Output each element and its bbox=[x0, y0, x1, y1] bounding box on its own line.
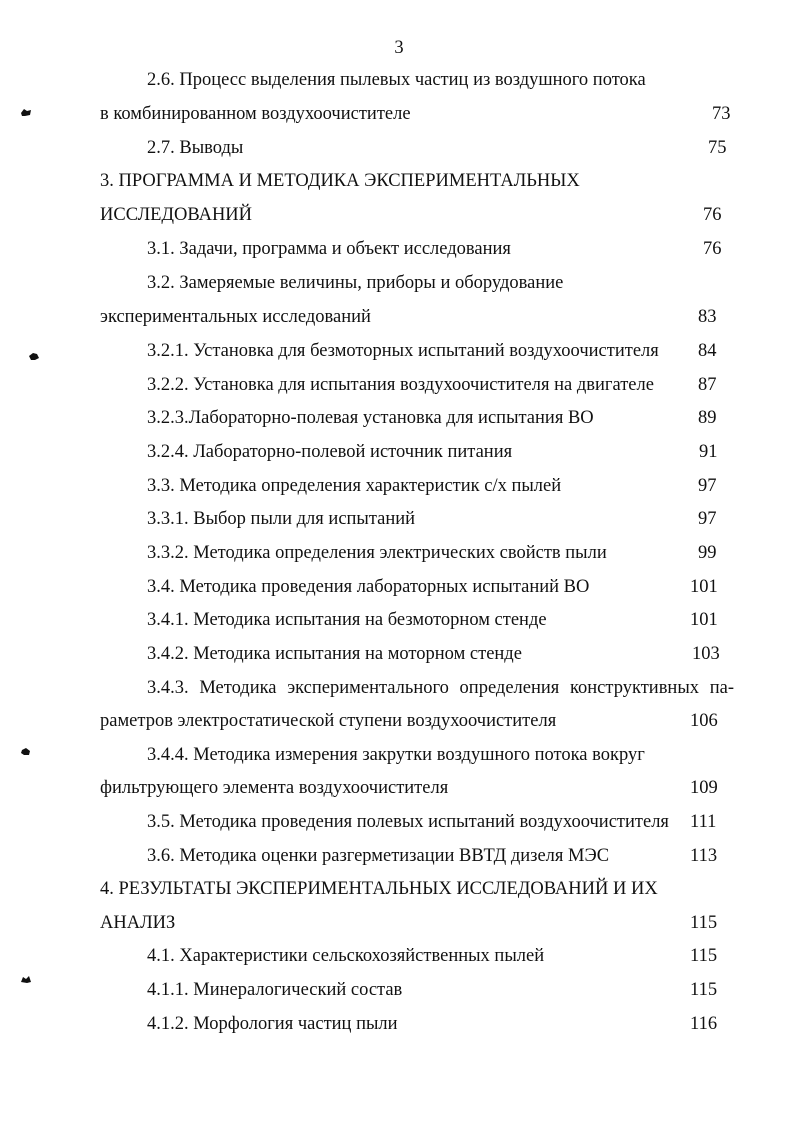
toc-entry-text: 3.4.1. Методика испытания на безмоторном стенде bbox=[147, 610, 547, 630]
toc-entry-text: 3.2.1. Установка для безмоторных испытаний воздухоочистителя bbox=[147, 341, 659, 361]
toc-entry-text: 3.2. Замеряемые величины, приборы и оборудование bbox=[147, 273, 564, 293]
scan-mark-icon bbox=[20, 975, 32, 984]
toc-section-heading: 3. ПРОГРАММА И МЕТОДИКА ЭКСПЕРИМЕНТАЛЬНЫХ bbox=[100, 171, 580, 191]
toc-page-number: 111 bbox=[690, 812, 717, 832]
toc-page-number: 113 bbox=[690, 846, 718, 866]
toc-page-number: 106 bbox=[690, 711, 718, 731]
toc-page-number: 103 bbox=[692, 644, 720, 664]
toc-page-number: 91 bbox=[699, 442, 718, 462]
toc-entry-text: 2.7. Выводы bbox=[147, 138, 244, 158]
toc-entry-text: в комбинированном воздухоочистителе bbox=[100, 104, 411, 124]
toc-page-number: 101 bbox=[690, 577, 718, 597]
toc-entry-text: 3.4.2. Методика испытания на моторном стенде bbox=[147, 644, 522, 664]
toc-page-number: 83 bbox=[698, 307, 717, 327]
toc-page-number: 84 bbox=[698, 341, 717, 361]
toc-word: 3.4.3. bbox=[147, 678, 189, 698]
toc-page-number: 76 bbox=[703, 205, 722, 225]
toc-page-number: 75 bbox=[708, 138, 727, 158]
toc-word: Методика bbox=[199, 678, 277, 698]
toc-word: па- bbox=[709, 678, 734, 698]
toc-entry-justified bbox=[147, 678, 734, 699]
toc-entry-text: экспериментальных исследований bbox=[100, 307, 371, 327]
toc-word: определения bbox=[459, 678, 560, 698]
toc-page-number: 115 bbox=[690, 913, 718, 933]
toc-entry-text: 3.2.4. Лабораторно-полевой источник питания bbox=[147, 442, 513, 462]
toc-page-number: 87 bbox=[698, 375, 717, 395]
toc-entry-text: раметров электростатической ступени воздухоочистителя bbox=[100, 711, 557, 731]
toc-entry-text: 2.6. Процесс выделения пылевых частиц из воздушного потока bbox=[147, 70, 646, 90]
scan-mark-icon bbox=[20, 747, 32, 756]
toc-entry-text: 3.4.4. Методика измерения закрутки воздушного потока вокруг bbox=[147, 745, 645, 765]
toc-page-number: 116 bbox=[690, 1014, 718, 1034]
toc-page-number: 89 bbox=[698, 408, 717, 428]
toc-entry-text: 4.1.2. Морфология частиц пыли bbox=[147, 1014, 398, 1034]
toc-page-number: 115 bbox=[690, 980, 718, 1000]
toc-section-heading: ИССЛЕДОВАНИЙ bbox=[100, 205, 253, 225]
scan-mark-icon bbox=[20, 108, 32, 117]
toc-page-number: 101 bbox=[690, 610, 718, 630]
toc-entry-text: 3.2.3.Лабораторно-полевая установка для испытания ВО bbox=[147, 408, 594, 428]
toc-word: конструктивных bbox=[569, 678, 700, 698]
toc-page-number: 115 bbox=[690, 946, 718, 966]
toc-entry-text: 4.1. Характеристики сельскохозяйственных пылей bbox=[147, 946, 545, 966]
toc-page-number: 109 bbox=[690, 778, 718, 798]
toc-word: экспериментального bbox=[287, 678, 449, 698]
toc-entry-text: фильтрующего элемента воздухоочистителя bbox=[100, 778, 449, 798]
toc-page-number: 99 bbox=[698, 543, 717, 563]
toc-entry-text: 3.2.2. Установка для испытания воздухоочистителя на двигателе bbox=[147, 375, 654, 395]
toc-entry-text: 3.4. Методика проведения лабораторных испытаний ВО bbox=[147, 577, 590, 597]
toc-entry-text: 3.3.1. Выбор пыли для испытаний bbox=[147, 509, 416, 529]
toc-page-number: 97 bbox=[698, 476, 717, 496]
toc-entry-text: 3.6. Методика оценки разгерметизации ВВТД дизеля МЭС bbox=[147, 846, 610, 866]
toc-entry-text: 4.1.1. Минералогический состав bbox=[147, 980, 403, 1000]
toc-page-number: 97 bbox=[698, 509, 717, 529]
toc-page-number: 73 bbox=[712, 104, 731, 124]
toc-section-heading: АНАЛИЗ bbox=[100, 913, 176, 933]
toc-entry-text: 3.1. Задачи, программа и объект исследования bbox=[147, 239, 511, 259]
page-number: 3 bbox=[394, 38, 404, 58]
toc-entry-text: 3.3. Методика определения характеристик с/х пылей bbox=[147, 476, 562, 496]
toc-section-heading: 4. РЕЗУЛЬТАТЫ ЭКСПЕРИМЕНТАЛЬНЫХ ИССЛЕДОВАНИЙ И ИХ bbox=[100, 879, 658, 899]
scan-mark-icon bbox=[28, 352, 40, 361]
toc-entry-text: 3.5. Методика проведения полевых испытаний воздухоочистителя bbox=[147, 812, 669, 832]
toc-page-number: 76 bbox=[703, 239, 722, 259]
toc-entry-text: 3.3.2. Методика определения электрических свойств пыли bbox=[147, 543, 607, 563]
